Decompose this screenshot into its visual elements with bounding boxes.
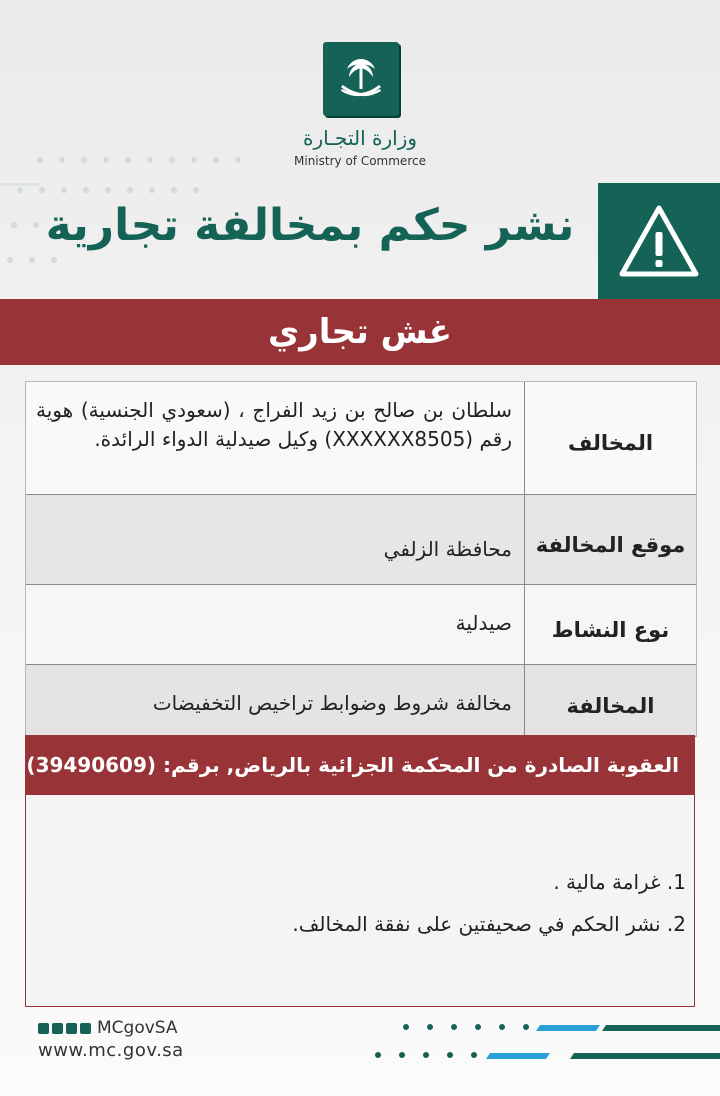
row-label: موقع المخالفة	[524, 495, 696, 584]
youtube-icon[interactable]	[80, 1023, 91, 1034]
ministry-name-english: Ministry of Commerce	[294, 154, 426, 168]
table-row	[26, 495, 696, 585]
row-label: المخالف	[524, 382, 696, 494]
decorative-footer-stripes	[370, 1020, 720, 1070]
penalty-heading: العقوبة الصادرة من المحكمة الجزائية بالرياض, برقم: (39490609)	[25, 735, 695, 795]
twitter-icon[interactable]	[38, 1023, 49, 1034]
row-label: المخالفة	[524, 665, 696, 736]
ministry-name-arabic: وزارة التجـارة	[302, 126, 418, 150]
page-title: نشر حكم بمخالفة تجارية	[45, 200, 575, 251]
social-handle	[38, 1018, 178, 1038]
social-icons	[38, 1023, 91, 1034]
warning-triangle-icon	[616, 202, 702, 280]
violation-details-table	[25, 381, 697, 737]
violation-category: غش تجاري	[0, 299, 720, 365]
facebook-icon[interactable]	[52, 1023, 63, 1034]
row-label: نوع النشاط	[524, 585, 696, 664]
table-row	[26, 665, 696, 737]
table-row	[26, 585, 696, 665]
row-value: مخالفة شروط وضوابط تراخيص التخفيضات	[152, 691, 512, 715]
instagram-icon[interactable]	[66, 1023, 77, 1034]
penalty-list	[25, 795, 695, 1007]
row-value: سلطان بن صالح بن زيد الفراج ، (سعودي الجنسية) هوية رقم (XXXXXX8505) وكيل صيدلية الدواء الرائدة.	[36, 398, 512, 451]
table-row	[26, 382, 696, 495]
website-link[interactable]: www.mc.gov.sa	[38, 1040, 184, 1061]
list-item: 2. نشر الحكم في صحيفتين على نفقة المخالف.	[292, 912, 686, 936]
row-value: صيدلية	[455, 611, 512, 635]
list-item: 1. غرامة مالية .	[553, 870, 686, 894]
ministry-logo	[323, 42, 399, 116]
palm-swords-emblem	[335, 51, 387, 107]
row-value: محافظة الزلفي	[383, 537, 512, 561]
handle-text[interactable]: MCgovSA	[97, 1018, 178, 1038]
warning-badge	[598, 183, 720, 299]
